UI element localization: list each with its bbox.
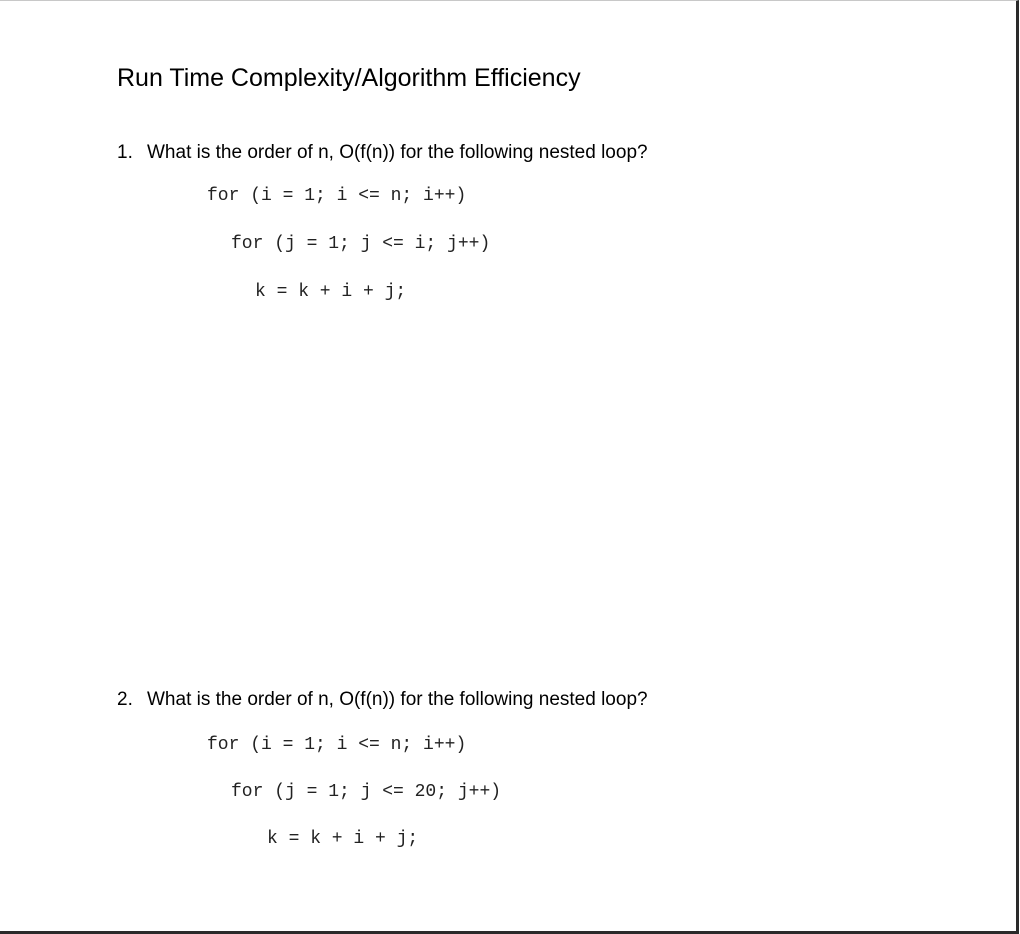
question-number: 2. — [117, 689, 133, 710]
question-1 — [117, 141, 648, 165]
question-text: What is the order of n, O(f(n)) for the following nested loop? — [147, 142, 648, 163]
code-line-outer-loop: for (i = 1; i <= n; i++) — [207, 186, 467, 206]
code-line-body: k = k + i + j; — [255, 282, 407, 302]
code-line-outer-loop: for (i = 1; i <= n; i++) — [207, 735, 467, 755]
code-line-inner-loop: for (j = 1; j <= 20; j++) — [231, 782, 502, 802]
question-2 — [117, 688, 648, 712]
question-text: What is the order of n, O(f(n)) for the following nested loop? — [147, 689, 648, 710]
question-number: 1. — [117, 142, 133, 163]
code-line-body: k = k + i + j; — [267, 829, 419, 849]
code-line-inner-loop: for (j = 1; j <= i; j++) — [231, 234, 491, 254]
page-title: Run Time Complexity/Algorithm Efficiency — [117, 64, 581, 92]
